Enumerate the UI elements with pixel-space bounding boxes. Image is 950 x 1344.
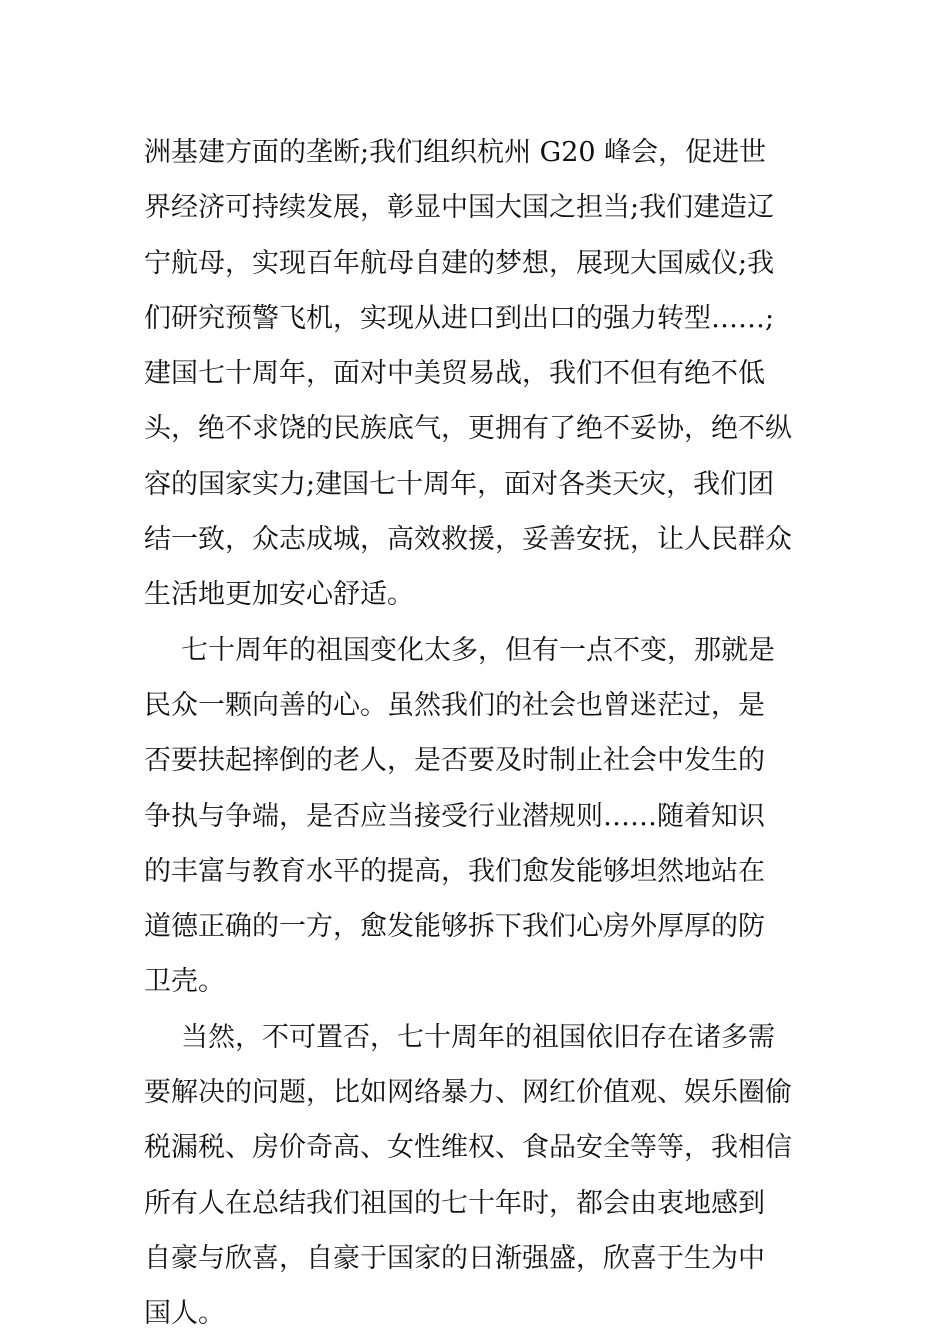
text-line: 国人。 xyxy=(144,1298,225,1330)
text-line: 的丰富与教育水平的提高，我们愈发能够坦然地站在 xyxy=(144,855,765,887)
text-line: 头，绝不求饶的民族底气，更拥有了绝不妥协，绝不纵 xyxy=(144,413,792,445)
text-line: 当然，不可置否，七十周年的祖国依旧存在诸多需 xyxy=(181,1021,775,1053)
text-line: 建国七十周年，面对中美贸易战，我们不但有绝不低 xyxy=(144,358,765,390)
text-line: 洲基建方面的垄断;我们组织杭州 G20 峰会，促进世 xyxy=(144,137,767,168)
text-line: 宁航母，实现百年航母自建的梦想，展现大国威仪;我 xyxy=(144,247,775,279)
text-line: 七十周年的祖国变化太多，但有一点不变，那就是 xyxy=(181,634,775,666)
text-line: 们研究预警飞机，实现从进口到出口的强力转型……; xyxy=(144,302,775,334)
paragraph-1 xyxy=(144,125,816,623)
text-line: 所有人在总结我们祖国的七十年时，都会由衷地感到 xyxy=(144,1187,765,1219)
document-body xyxy=(144,125,816,1342)
text-line: 要解决的问题，比如网络暴力、网红价值观、娱乐圈偷 xyxy=(144,1077,792,1109)
paragraph-3 xyxy=(144,1010,816,1342)
text-line: 道德正确的一方，愈发能够拆下我们心房外厚厚的防 xyxy=(144,911,765,943)
text-line: 界经济可持续发展，彰显中国大国之担当;我们建造辽 xyxy=(144,192,775,224)
text-line: 否要扶起摔倒的老人，是否要及时制止社会中发生的 xyxy=(144,745,765,777)
text-line: 卫壳。 xyxy=(144,966,225,998)
text-line: 民众一颗向善的心。虽然我们的社会也曾迷茫过，是 xyxy=(144,689,765,721)
text-line: 容的国家实力;建国七十周年，面对各类天灾，我们团 xyxy=(144,468,775,500)
text-line: 自豪与欣喜，自豪于国家的日渐强盛，欣喜于生为中 xyxy=(144,1242,765,1274)
text-line: 生活地更加安心舒适。 xyxy=(144,579,414,611)
text-line: 税漏税、房价奇高、女性维权、食品安全等等，我相信 xyxy=(144,1132,792,1164)
text-line: 结一致，众志成城，高效救援，妥善安抚，让人民群众 xyxy=(144,524,792,556)
text-line: 争执与争端，是否应当接受行业潜规则……随着知识 xyxy=(144,800,765,832)
paragraph-2 xyxy=(144,623,816,1010)
